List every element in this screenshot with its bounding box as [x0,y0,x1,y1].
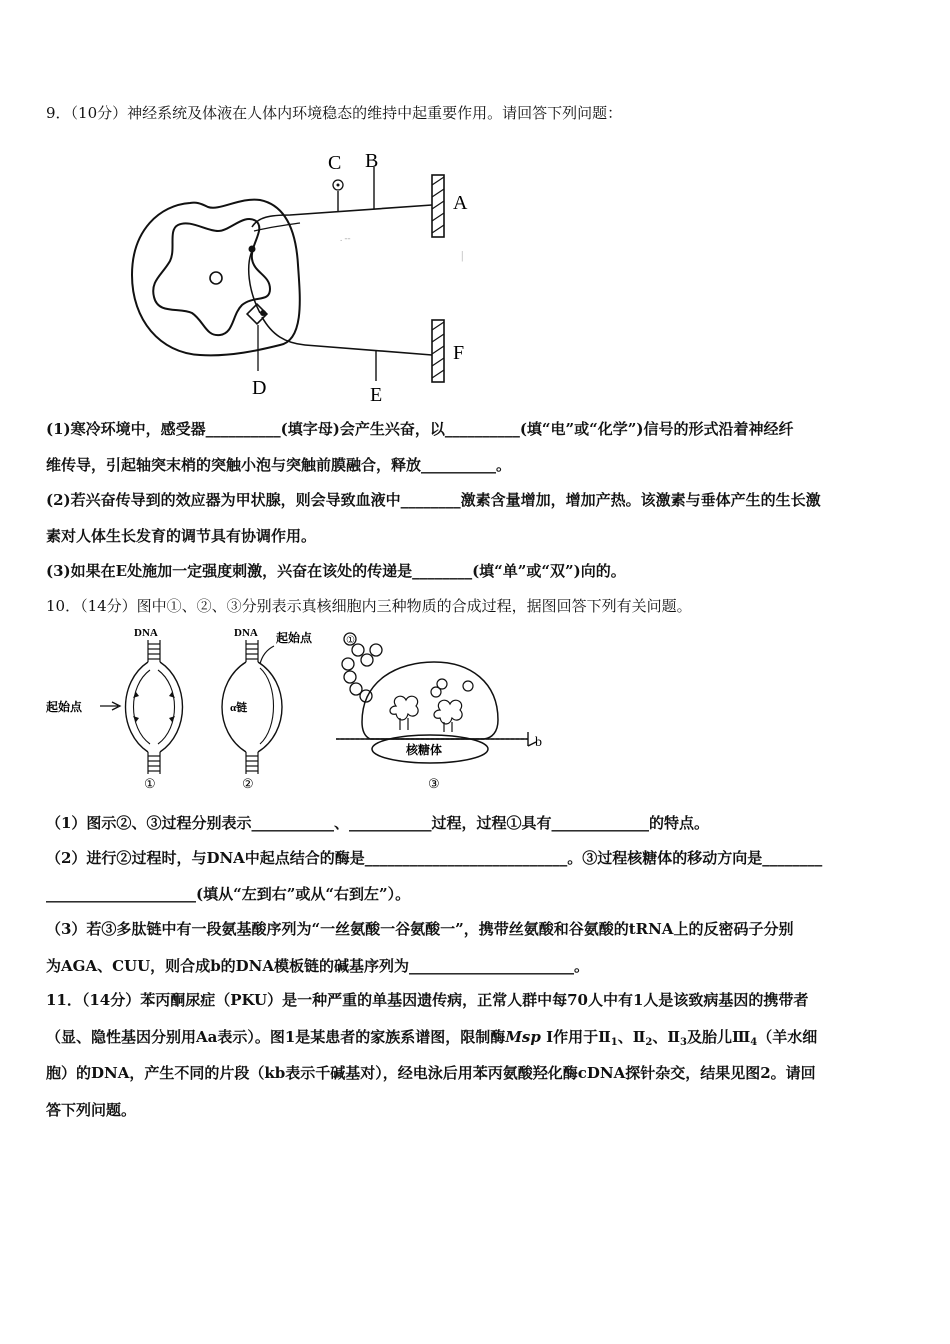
grey-matter [153,219,270,335]
label-D: D [252,377,267,399]
trna-group [390,679,473,732]
label-C: C [328,152,342,174]
svg-text:. --: . -- [340,233,351,243]
polypeptide-start-number: ① [346,635,355,646]
label-A: A [453,192,468,214]
dna-helix-top-1 [148,640,160,662]
q9-part1-line1: (1)寒冷环境中，感受器__________(填字母)会产生兴奋，以__________(填“电”或“化学”)信号的形式沿着神经纤 [46,420,794,438]
reflex-arc-figure [120,145,480,410]
dna-label-1: DNA [134,627,158,639]
dna-helix-bottom-1 [148,752,160,774]
q10-part2-line2: ____________________(填从“左到右”或从“右到左”）。 [46,885,411,903]
b-label: b [535,735,542,750]
ribosome-label: 核糖体 [406,743,443,757]
q10-part3-line1: （3）若③多肽链中有一段氨基酸序列为“一丝氨酸一谷氨酸一”，携带丝氨酸和谷氨酸的tRNA上的反密码子分别 [46,920,794,938]
synthesis-process-figure [44,622,564,792]
q10-header: 10．（14分）图中①、②、③分别表示真核细胞内三种物质的合成过程，据图回答下列有关问题。 [46,597,692,615]
dna-helix-top-2 [246,640,258,662]
process-2-number: ② [242,776,254,791]
q10-part1: （1）图示②、③过程分别表示___________、___________过程，过程①具有_____________的特点。 [46,814,709,832]
q9-part1-line2: 维传导，引起轴突末梢的突触小泡与突触前膜融合，释放__________。 [46,456,512,474]
process-1-number: ① [144,776,156,791]
svg-text:|: | [461,248,464,262]
q11-line4: 答下列问题。 [46,1101,137,1119]
label-B: B [365,150,379,172]
effector-F [432,320,444,382]
q11-line2: （显、隐性基因分别用Aa表示）。图1是某患者的家族系谱图，限制酶Msp I作用于$Ⅱ_1$、$Ⅱ_2$、$Ⅱ_3$及胎儿$Ⅲ_4$（羊水细 [46,1028,818,1048]
process-3-number: ③ [428,776,440,791]
q9-part2-line1: (2)若兴奋传导到的效应器为甲状腺，则会导致血液中________激素含量增加，增加产热。该激素与垂体产生的生长激 [46,491,821,509]
dna-helix-bottom-2 [246,752,258,774]
q11-line1: 11．（14分）苯丙酮尿症（PKU）是一种严重的单基因遗传病，正常人群中每70人中有1人是该致病基因的携带者 [46,991,809,1009]
q9-part2-line2: 素对人体生长发育的调节具有协调作用。 [46,527,317,545]
receptor-A [432,175,444,237]
origin-label-2: 起始点 [276,631,313,645]
label-E: E [370,384,383,406]
origin-label-1: 起始点 [46,700,83,714]
q10-part3-line2: 为AGA、CUU，则合成b的DNA模板链的碱基序列为______________________。 [46,957,590,975]
alpha-chain-label: α链 [230,702,248,714]
q9-header: 9．（10分）神经系统及体液在人体内环境稳态的维持中起重要作用。请回答下列问题： [46,104,623,122]
dna-label-2: DNA [234,627,258,639]
q9-part3: (3)如果在E处施加一定强度刺激，兴奋在该处的传递是________(填“单”或“双”)向的。 [46,562,626,580]
q10-part2-line1: （2）进行②过程时，与DNA中起点结合的酶是___________________________。③过程核糖体的移动方向是________ [46,849,823,867]
label-F: F [453,342,465,364]
q11-line3: 胞）的DNA，产生不同的片段（kb表示千碱基对），经电泳后用苯丙氨酸羟化酶cDNA探针杂交，结果见图2。请回 [46,1064,816,1082]
